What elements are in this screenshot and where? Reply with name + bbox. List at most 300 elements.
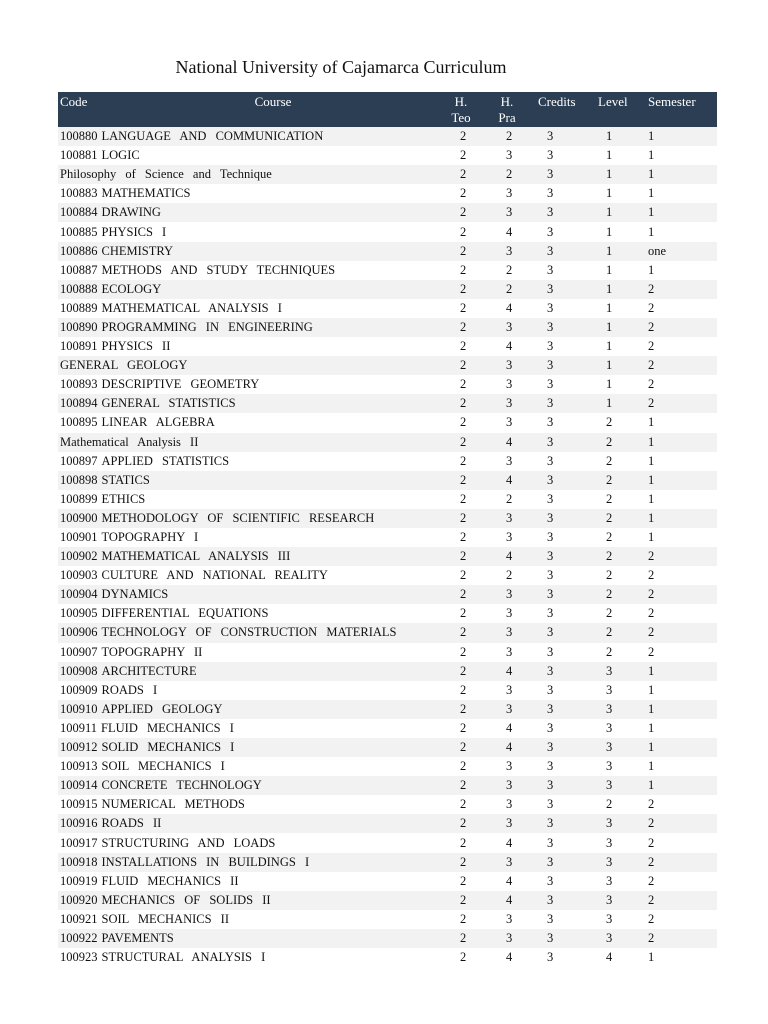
table-row (58, 299, 717, 318)
table-row (58, 738, 717, 757)
course-code: 100895 (60, 415, 98, 430)
credits-cell: 3 (530, 948, 590, 967)
table-row (58, 814, 717, 833)
header-hours-practice (484, 92, 530, 127)
course-name: DRAWING (101, 205, 161, 220)
semester-cell: 2 (636, 910, 717, 929)
hours-theory-cell: 2 (438, 146, 484, 165)
level-cell: 2 (590, 490, 636, 509)
level-cell: 1 (590, 299, 636, 318)
semester-cell: 2 (636, 795, 717, 814)
course-code: 100883 (60, 186, 98, 201)
credits-cell: 3 (530, 184, 590, 203)
hours-practice-cell: 4 (484, 433, 530, 452)
table-row (58, 184, 717, 203)
hours-practice-cell: 3 (484, 853, 530, 872)
hours-theory-cell: 2 (438, 585, 484, 604)
course-code: 100901 (60, 530, 98, 545)
credits-cell: 3 (530, 891, 590, 910)
header-credits: Credits (530, 92, 590, 127)
credits-cell: 3 (530, 585, 590, 604)
course-name: PHYSICS I (101, 224, 167, 239)
credits-cell: 3 (530, 471, 590, 490)
level-cell: 1 (590, 337, 636, 356)
code-course-cell (58, 337, 438, 356)
hours-practice-cell: 3 (484, 394, 530, 413)
course-name: ROADS I (101, 682, 158, 697)
hours-theory-cell: 2 (438, 795, 484, 814)
course-code: 100889 (60, 300, 98, 315)
code-course-cell (58, 356, 438, 375)
level-cell: 3 (590, 662, 636, 681)
hours-theory-cell: 2 (438, 375, 484, 394)
hours-practice-cell: 3 (484, 585, 530, 604)
hours-practice-cell: 3 (484, 757, 530, 776)
table-row (58, 872, 717, 891)
table-row (58, 833, 717, 852)
code-course-cell (58, 127, 438, 146)
course-name: CONCRETE TECHNOLOGY (101, 778, 262, 793)
semester-cell: 1 (636, 490, 717, 509)
level-cell: 2 (590, 413, 636, 432)
level-cell: 2 (590, 528, 636, 547)
table-row (58, 242, 717, 261)
credits-cell: 3 (530, 738, 590, 757)
course-code: 100904 (60, 587, 98, 602)
course-code: 100911 (60, 720, 98, 735)
code-course-cell (58, 165, 438, 184)
hours-theory-cell: 2 (438, 776, 484, 795)
course-name: LANGUAGE AND COMMUNICATION (101, 129, 324, 144)
code-course-cell (58, 700, 438, 719)
semester-cell: 2 (636, 356, 717, 375)
credits-cell: 3 (530, 261, 590, 280)
semester-cell: 2 (636, 853, 717, 872)
code-course-cell (58, 280, 438, 299)
table-row (58, 643, 717, 662)
credits-cell: 3 (530, 604, 590, 623)
table-row (58, 623, 717, 642)
hours-theory-cell: 2 (438, 203, 484, 222)
hours-theory-cell: 2 (438, 891, 484, 910)
code-course-cell (58, 547, 438, 566)
credits-cell: 3 (530, 547, 590, 566)
semester-cell: 2 (636, 375, 717, 394)
hours-theory-cell: 2 (438, 833, 484, 852)
hours-practice-cell: 4 (484, 738, 530, 757)
semester-cell: 1 (636, 757, 717, 776)
code-course-cell (58, 910, 438, 929)
hours-practice-cell: 3 (484, 643, 530, 662)
semester-cell: 1 (636, 471, 717, 490)
code-course-cell (58, 776, 438, 795)
credits-cell: 3 (530, 509, 590, 528)
level-cell: 3 (590, 853, 636, 872)
course-name: DIFFERENTIAL EQUATIONS (101, 606, 269, 621)
code-course-cell (58, 795, 438, 814)
credits-cell: 3 (530, 700, 590, 719)
course-code: 100890 (60, 319, 98, 334)
credits-cell: 3 (530, 623, 590, 642)
credits-cell: 3 (530, 662, 590, 681)
level-cell: 1 (590, 203, 636, 222)
course-code: 100922 (60, 930, 98, 945)
semester-cell: 2 (636, 604, 717, 623)
hours-theory-cell: 2 (438, 604, 484, 623)
hours-practice-cell: 2 (484, 261, 530, 280)
code-course-cell (58, 719, 438, 738)
credits-cell: 3 (530, 146, 590, 165)
hours-practice-cell: 3 (484, 814, 530, 833)
level-cell: 1 (590, 394, 636, 413)
course-code: 100917 (60, 835, 98, 850)
level-cell: 3 (590, 872, 636, 891)
table-row (58, 318, 717, 337)
level-cell: 3 (590, 910, 636, 929)
credits-cell: 3 (530, 356, 590, 375)
course-name: MATHEMATICS (101, 186, 191, 201)
header-hours-practice-line1: H. (500, 94, 514, 109)
hours-theory-cell: 2 (438, 242, 484, 261)
course-name: ARCHITECTURE (101, 663, 197, 678)
code-course-cell (58, 452, 438, 471)
code-course-cell (58, 184, 438, 203)
level-cell: 1 (590, 375, 636, 394)
table-row (58, 146, 717, 165)
table-row (58, 471, 717, 490)
credits-cell: 3 (530, 203, 590, 222)
semester-cell: 1 (636, 413, 717, 432)
hours-theory-cell: 2 (438, 566, 484, 585)
code-course-cell (58, 872, 438, 891)
course-code: 100880 (60, 129, 98, 144)
hours-theory-cell: 2 (438, 394, 484, 413)
level-cell: 1 (590, 261, 636, 280)
hours-theory-cell: 2 (438, 471, 484, 490)
credits-cell: 3 (530, 795, 590, 814)
course-name: CULTURE AND NATIONAL REALITY (101, 568, 328, 583)
curriculum-table (58, 92, 717, 967)
hours-practice-cell: 4 (484, 471, 530, 490)
course-code: 100918 (60, 854, 98, 869)
semester-cell: 2 (636, 318, 717, 337)
code-course-cell (58, 623, 438, 642)
course-name: TOPOGRAPHY I (101, 530, 199, 545)
level-cell: 1 (590, 242, 636, 261)
course-name: GENERAL GEOLOGY (60, 358, 188, 373)
hours-practice-cell: 3 (484, 452, 530, 471)
level-cell: 2 (590, 585, 636, 604)
semester-cell: 2 (636, 337, 717, 356)
course-name: SOLID MECHANICS I (101, 740, 235, 755)
hours-practice-cell: 4 (484, 833, 530, 852)
hours-theory-cell: 2 (438, 413, 484, 432)
table-row (58, 222, 717, 241)
level-cell: 1 (590, 280, 636, 299)
course-code: 100898 (60, 472, 98, 487)
hours-theory-cell: 2 (438, 222, 484, 241)
level-cell: 3 (590, 738, 636, 757)
course-name: Mathematical Analysis II (60, 434, 199, 449)
code-course-cell (58, 585, 438, 604)
course-code: 100920 (60, 892, 98, 907)
credits-cell: 3 (530, 280, 590, 299)
hours-practice-cell: 3 (484, 318, 530, 337)
course-name: GENERAL STATISTICS (101, 396, 236, 411)
hours-theory-cell: 2 (438, 452, 484, 471)
hours-theory-cell: 2 (438, 700, 484, 719)
course-name: ETHICS (101, 491, 146, 506)
course-code: 100908 (60, 663, 98, 678)
course-name: METHODOLOGY OF SCIENTIFIC RESEARCH (101, 510, 375, 525)
credits-cell: 3 (530, 528, 590, 547)
semester-cell: 1 (636, 165, 717, 184)
credits-cell: 3 (530, 127, 590, 146)
course-code: 100885 (60, 224, 98, 239)
hours-theory-cell: 2 (438, 299, 484, 318)
table-row (58, 452, 717, 471)
table-row (58, 203, 717, 222)
level-cell: 1 (590, 356, 636, 375)
code-course-cell (58, 833, 438, 852)
table-row (58, 585, 717, 604)
code-course-cell (58, 394, 438, 413)
credits-cell: 3 (530, 165, 590, 184)
semester-cell: 2 (636, 566, 717, 585)
table-header-row (58, 92, 717, 127)
table-row (58, 662, 717, 681)
code-course-cell (58, 853, 438, 872)
code-course-cell (58, 891, 438, 910)
semester-cell: 1 (636, 700, 717, 719)
course-name: FLUID MECHANICS II (101, 873, 239, 888)
semester-cell: 2 (636, 643, 717, 662)
level-cell: 3 (590, 681, 636, 700)
code-course-cell (58, 318, 438, 337)
table-row (58, 776, 717, 795)
semester-cell: 2 (636, 814, 717, 833)
hours-practice-cell: 4 (484, 719, 530, 738)
hours-theory-cell: 2 (438, 318, 484, 337)
table-row (58, 948, 717, 967)
header-hours-theory-line1: H. (454, 94, 468, 109)
credits-cell: 3 (530, 929, 590, 948)
hours-practice-cell: 3 (484, 776, 530, 795)
hours-practice-cell: 4 (484, 337, 530, 356)
course-code: 100893 (60, 377, 98, 392)
course-code: 100916 (60, 816, 98, 831)
level-cell: 3 (590, 814, 636, 833)
code-course-cell (58, 509, 438, 528)
code-course-cell (58, 643, 438, 662)
course-code: 100907 (60, 644, 98, 659)
code-course-cell (58, 471, 438, 490)
course-code: 100905 (60, 606, 98, 621)
level-cell: 2 (590, 623, 636, 642)
course-name: STRUCTURING AND LOADS (101, 835, 276, 850)
hours-theory-cell: 2 (438, 356, 484, 375)
code-course-cell (58, 375, 438, 394)
table-row (58, 910, 717, 929)
hours-practice-cell: 4 (484, 891, 530, 910)
semester-cell: 1 (636, 261, 717, 280)
semester-cell: 1 (636, 203, 717, 222)
level-cell: 3 (590, 776, 636, 795)
semester-cell: 2 (636, 547, 717, 566)
credits-cell: 3 (530, 910, 590, 929)
hours-theory-cell: 2 (438, 948, 484, 967)
code-course-cell (58, 528, 438, 547)
level-cell: 2 (590, 643, 636, 662)
table-row (58, 757, 717, 776)
table-row (58, 509, 717, 528)
header-level: Level (590, 92, 636, 127)
code-course-cell (58, 738, 438, 757)
hours-theory-cell: 2 (438, 643, 484, 662)
course-code: 100913 (60, 759, 98, 774)
credits-cell: 3 (530, 872, 590, 891)
hours-theory-cell: 2 (438, 337, 484, 356)
level-cell: 2 (590, 547, 636, 566)
table-row (58, 604, 717, 623)
level-cell: 3 (590, 833, 636, 852)
table-row (58, 566, 717, 585)
hours-theory-cell: 2 (438, 681, 484, 700)
hours-theory-cell: 2 (438, 261, 484, 280)
credits-cell: 3 (530, 814, 590, 833)
semester-cell: 2 (636, 891, 717, 910)
level-cell: 2 (590, 566, 636, 585)
course-code: 100912 (60, 740, 98, 755)
level-cell: 1 (590, 222, 636, 241)
credits-cell: 3 (530, 566, 590, 585)
credits-cell: 3 (530, 490, 590, 509)
header-hours-theory (438, 92, 484, 127)
table-row (58, 394, 717, 413)
header-hours-practice-line2: Pra (498, 110, 516, 125)
hours-theory-cell: 2 (438, 547, 484, 566)
semester-cell: 1 (636, 184, 717, 203)
hours-practice-cell: 3 (484, 623, 530, 642)
table-row (58, 795, 717, 814)
hours-practice-cell: 4 (484, 662, 530, 681)
code-course-cell (58, 433, 438, 452)
table-row (58, 853, 717, 872)
hours-practice-cell: 2 (484, 127, 530, 146)
code-course-cell (58, 662, 438, 681)
course-code: 100909 (60, 682, 98, 697)
level-cell: 2 (590, 604, 636, 623)
course-code: 100891 (60, 339, 98, 354)
course-code: 100881 (60, 148, 98, 163)
hours-practice-cell: 3 (484, 146, 530, 165)
course-code: 100919 (60, 873, 98, 888)
course-name: LOGIC (101, 148, 140, 163)
course-name: INSTALLATIONS IN BUILDINGS I (101, 854, 310, 869)
hours-theory-cell: 2 (438, 910, 484, 929)
table-row (58, 700, 717, 719)
course-code: 100906 (60, 625, 98, 640)
hours-theory-cell: 2 (438, 280, 484, 299)
course-name: PROGRAMMING IN ENGINEERING (101, 319, 313, 334)
code-course-cell (58, 814, 438, 833)
semester-cell: 1 (636, 433, 717, 452)
hours-theory-cell: 2 (438, 528, 484, 547)
code-course-cell (58, 681, 438, 700)
course-name: DYNAMICS (101, 587, 169, 602)
table-row (58, 337, 717, 356)
hours-practice-cell: 2 (484, 280, 530, 299)
hours-practice-cell: 3 (484, 203, 530, 222)
hours-practice-cell: 3 (484, 375, 530, 394)
hours-practice-cell: 3 (484, 528, 530, 547)
course-code: 100887 (60, 262, 98, 277)
credits-cell: 3 (530, 394, 590, 413)
table-row (58, 280, 717, 299)
level-cell: 2 (590, 509, 636, 528)
semester-cell: 1 (636, 222, 717, 241)
hours-practice-cell: 3 (484, 929, 530, 948)
course-name: DESCRIPTIVE GEOMETRY (101, 377, 260, 392)
level-cell: 2 (590, 433, 636, 452)
table-body (58, 127, 717, 967)
semester-cell: 1 (636, 509, 717, 528)
hours-theory-cell: 2 (438, 757, 484, 776)
semester-cell: 2 (636, 929, 717, 948)
level-cell: 1 (590, 127, 636, 146)
credits-cell: 3 (530, 643, 590, 662)
hours-practice-cell: 3 (484, 700, 530, 719)
semester-cell: 2 (636, 394, 717, 413)
course-name: APPLIED STATISTICS (101, 453, 230, 468)
credits-cell: 3 (530, 452, 590, 471)
hours-practice-cell: 3 (484, 681, 530, 700)
course-code: 100899 (60, 491, 98, 506)
code-course-cell (58, 604, 438, 623)
course-code: 100897 (60, 453, 98, 468)
course-name: ROADS II (101, 816, 162, 831)
table-row (58, 490, 717, 509)
semester-cell: 1 (636, 528, 717, 547)
course-code: 100886 (60, 243, 98, 258)
hours-practice-cell: 3 (484, 795, 530, 814)
header-hours-theory-line2: Teo (451, 110, 471, 125)
page-title: National University of Cajamarca Curriculum (175, 57, 507, 77)
level-cell: 1 (590, 165, 636, 184)
table-row (58, 165, 717, 184)
course-code: 100894 (60, 396, 98, 411)
semester-cell: 2 (636, 623, 717, 642)
table-row (58, 891, 717, 910)
hours-practice-cell: 3 (484, 910, 530, 929)
code-course-cell (58, 299, 438, 318)
hours-theory-cell: 2 (438, 814, 484, 833)
code-course-cell (58, 566, 438, 585)
course-code: 100884 (60, 205, 98, 220)
credits-cell: 3 (530, 337, 590, 356)
semester-cell: 1 (636, 127, 717, 146)
code-course-cell (58, 261, 438, 280)
course-name: FLUID MECHANICS I (101, 720, 234, 735)
header-semester: Semester (636, 92, 717, 127)
code-course-cell (58, 242, 438, 261)
credits-cell: 3 (530, 719, 590, 738)
course-name: ECOLOGY (101, 281, 162, 296)
course-name: METHODS AND STUDY TECHNIQUES (101, 262, 336, 277)
semester-cell: 1 (636, 681, 717, 700)
hours-theory-cell: 2 (438, 872, 484, 891)
credits-cell: 3 (530, 681, 590, 700)
